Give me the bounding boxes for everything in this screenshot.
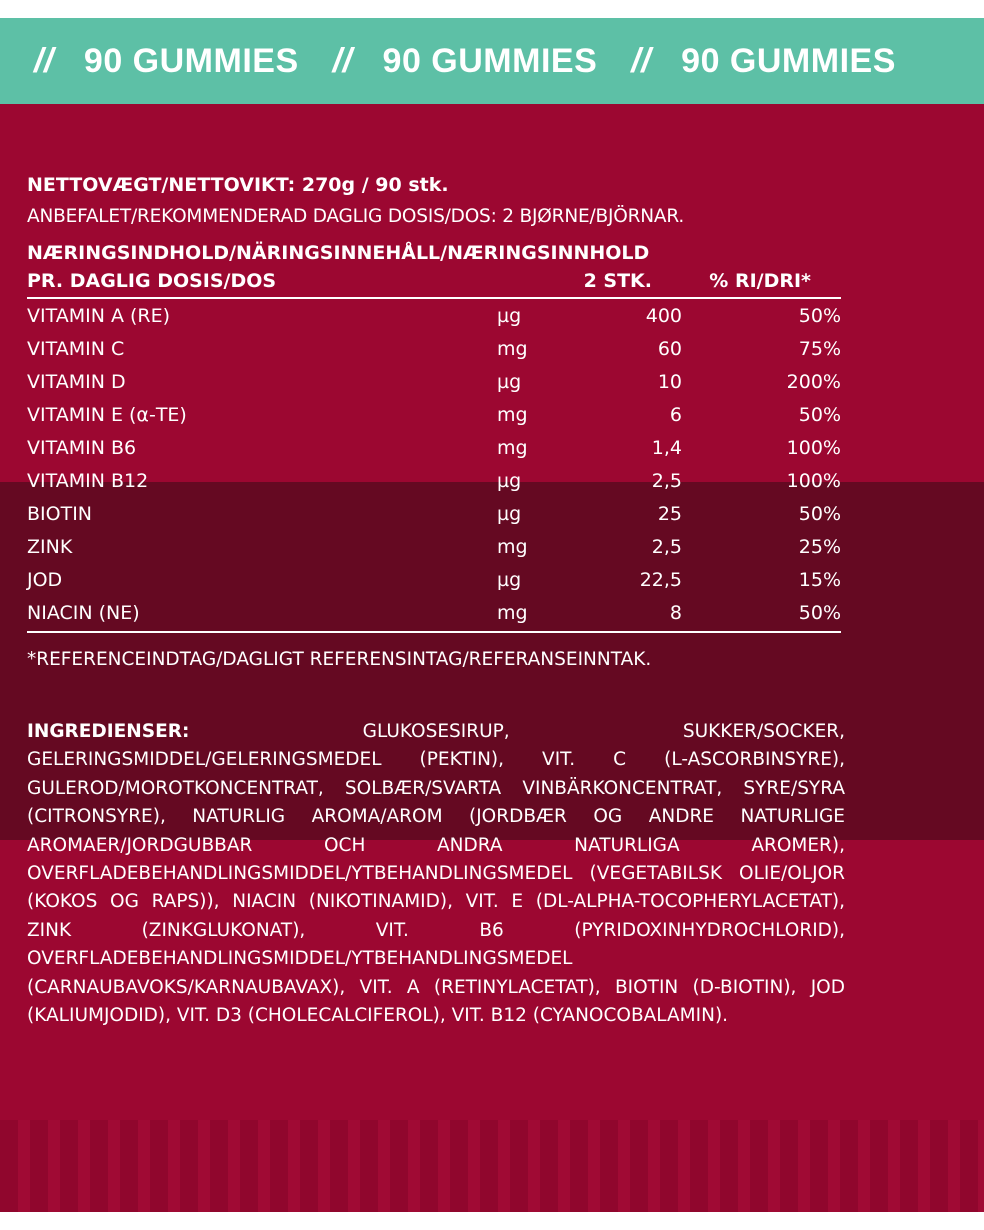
nutrition-row (27, 464, 847, 497)
nutrient-name: VITAMIN B12 (27, 469, 149, 492)
nutrient-ri: 200% (786, 370, 841, 393)
nutrient-name: VITAMIN C (27, 337, 125, 360)
label-content (27, 174, 847, 1030)
ingredients-lead: INGREDIENSER: (27, 721, 190, 742)
gummies-banner (0, 18, 984, 104)
nutrient-unit: mg (497, 535, 528, 558)
ingredients-text: GLUKOSESIRUP, SUKKER/SOCKER, GELERINGSMIDDEL/GELERINGSMEDEL (PEKTIN), VIT. C (L-ASCORBINSYRE), GULEROD/MOROTKONCENTRAT, SOLBÆR/SVARTA VINBÄRKONCENTRAT, SYRE/SYRA (CITRONSYRE), NATURLIG AROMA/AROM (JORDBÆR OG ANDRE NATURLIGE AROMAER/JORDGUBBAR OCH ANDRA NATURLIGA AROMER), OVERFLADEBEHANDLINGSMIDDEL/YTBEHANDLINGSMEDEL (VEGETABILSK OLIE/OLJOR (KOKOS OG RAPS)), NIACIN (NIKOTINAMID), VIT. E (DL-ALPHA-TOCOPHERYLACETAT), ZINK (ZINKGLUKONAT), VIT. B6 (PYRIDOXINHYDROCHLORID), OVERFLADEBEHANDLINGSMIDDEL/YTBEHANDLINGSMEDEL (CARNAUBAVOKS/KARNAUBAVAX), VIT. A (RETINYLACETAT), BIOTIN (D-BIOTIN), JOD (KALIUMJODID), VIT. D3 (CHOLECALCIFEROL), VIT. B12 (CYANOCOBALAMIN). (27, 721, 845, 1027)
nutrient-unit: mg (497, 436, 528, 459)
nutrient-name: VITAMIN B6 (27, 436, 137, 459)
net-weight: NETTOVÆGT/NETTOVIKT: 270g / 90 stk. (27, 174, 449, 196)
col-header-ri: % RI/DRI* (709, 270, 811, 292)
nutrition-rows (27, 299, 847, 629)
col-header-qty: 2 STK. (583, 270, 652, 292)
decorative-stripes (0, 1120, 984, 1212)
nutrient-qty: 1,4 (651, 436, 682, 459)
nutrient-unit: µg (497, 568, 522, 591)
nutrition-header-row (27, 267, 847, 295)
footer-rule (27, 631, 841, 633)
banner-separator: // (332, 41, 353, 80)
col-header-name: PR. DAGLIG DOSIS/DOS (27, 270, 277, 292)
nutrition-row (27, 398, 847, 431)
nutrient-name: BIOTIN (27, 502, 93, 525)
nutrition-row (27, 332, 847, 365)
nutrient-unit: µg (497, 370, 522, 393)
nutrient-ri: 50% (798, 502, 841, 525)
nutrition-row (27, 530, 847, 563)
nutrient-qty: 2,5 (651, 535, 682, 558)
banner-segment (597, 42, 896, 81)
nutrient-unit: µg (497, 469, 522, 492)
nutrient-name: ZINK (27, 535, 73, 558)
nutrient-ri: 15% (798, 568, 841, 591)
banner-label: 90 GUMMIES (382, 41, 598, 80)
nutrient-name: VITAMIN D (27, 370, 126, 393)
nutrient-qty: 6 (669, 403, 682, 426)
nutrient-qty: 22,5 (639, 568, 682, 591)
nutrition-heading: NÆRINGSINDHOLD/NÄRINGSINNEHÅLL/NÆRINGSINNHOLD (27, 242, 650, 264)
nutrient-unit: mg (497, 601, 528, 624)
nutrient-qty: 8 (669, 601, 682, 624)
banner-segment (299, 42, 598, 81)
nutrient-ri: 50% (798, 601, 841, 624)
label-panel (0, 104, 984, 1212)
nutrition-row (27, 563, 847, 596)
nutrition-row (27, 596, 847, 629)
nutrient-name: VITAMIN E (α-TE) (27, 403, 187, 426)
nutrient-name: VITAMIN A (RE) (27, 304, 171, 327)
nutrient-unit: mg (497, 403, 528, 426)
reference-footnote: *REFERENCEINDTAG/DAGLIGT REFERENSINTAG/REFERANSEINNTAK. (27, 649, 652, 670)
nutrient-qty: 400 (645, 304, 682, 327)
nutrition-row (27, 299, 847, 332)
nutrient-ri: 100% (786, 436, 841, 459)
nutrient-ri: 25% (798, 535, 841, 558)
banner-separator: // (34, 41, 54, 80)
nutrient-ri: 50% (798, 403, 841, 426)
nutrition-row (27, 497, 847, 530)
banner-label: 90 GUMMIES (83, 41, 299, 80)
nutrient-qty: 10 (657, 370, 682, 393)
nutrition-row (27, 431, 847, 464)
banner-label: 90 GUMMIES (681, 41, 896, 80)
daily-dose: ANBEFALET/REKOMMENDERAD DAGLIG DOSIS/DOS: 2 BJØRNE/BJÖRNAR. (27, 206, 685, 227)
nutrient-name: NIACIN (NE) (27, 601, 140, 624)
nutrient-ri: 100% (786, 469, 841, 492)
banner-segment (0, 42, 299, 81)
nutrient-qty: 2,5 (651, 469, 682, 492)
ingredients (27, 718, 845, 1030)
nutrient-unit: µg (497, 502, 522, 525)
nutrient-qty: 25 (657, 502, 682, 525)
nutrition-row (27, 365, 847, 398)
nutrient-ri: 75% (798, 337, 841, 360)
nutrient-qty: 60 (657, 337, 682, 360)
nutrient-ri: 50% (798, 304, 841, 327)
nutrient-name: JOD (27, 568, 63, 591)
banner-separator: // (631, 41, 652, 80)
nutrient-unit: µg (497, 304, 522, 327)
nutrient-unit: mg (497, 337, 528, 360)
